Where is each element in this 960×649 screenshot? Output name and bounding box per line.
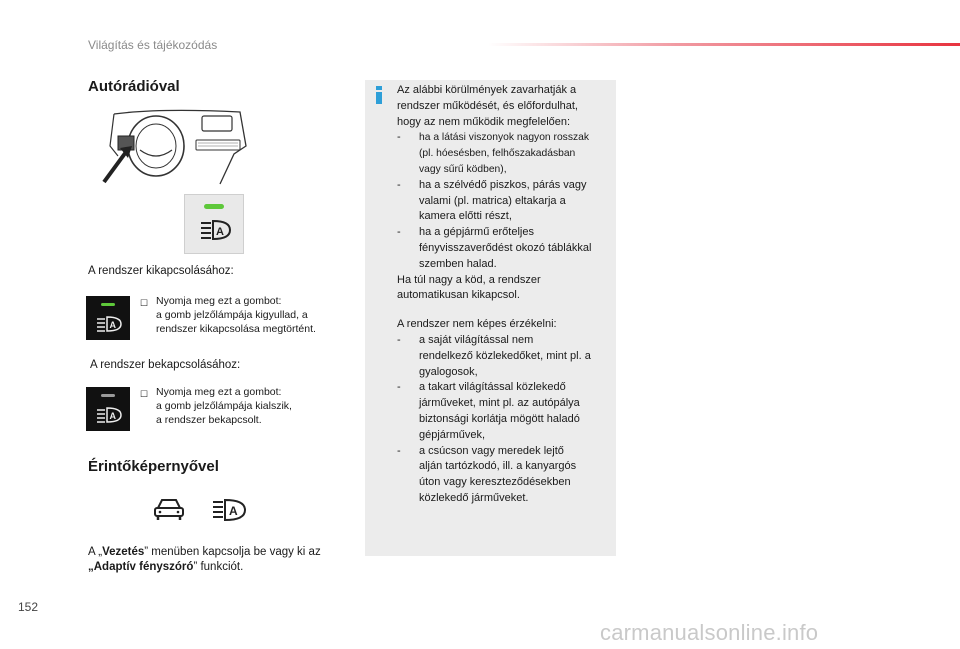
list-item: - ha a gépjármű erőteljes fényvisszaverődést okozó táblákkal szemben halad. (397, 226, 592, 270)
header-divider (488, 43, 960, 46)
adaptive-button-illustration (184, 194, 244, 254)
list-item: - a takart világítással közlekedő járműveket, mint pl. az autópálya biztonsági korlátja mögött haladó gépjárművek, (397, 381, 580, 441)
bullet-icon: ☐ (140, 389, 149, 399)
list-item: - ha a látási viszonyok nagyon rosszak (pl. hóesésben, felhőszakadásban vagy sűrű ködben), (397, 131, 589, 175)
button-led-on (101, 303, 115, 306)
detect-intro: A rendszer nem képes érzékelni: (397, 318, 557, 331)
adaptive-headlamp-icon (212, 498, 246, 522)
adaptive-headlamp-icon (96, 316, 122, 332)
info-icon (373, 86, 385, 104)
svg-text:A: A (229, 504, 238, 518)
car-icon (152, 496, 186, 522)
off-step: ☐ Nyomja meg ezt a gombot: a gomb jelzőlámpája kigyullad, a rendszer kikapcsolása megtörtént. (140, 295, 316, 335)
feature-name: Adaptív fényszóró (93, 561, 194, 573)
menu-name: Vezetés (102, 546, 145, 558)
watermark: carmanualsonline.info (600, 620, 819, 645)
on-step: ☐ Nyomja meg ezt a gombot: a gomb jelzőlámpája kialszik, a rendszer bekapcsolt. (140, 386, 292, 426)
list-item: - ha a szélvédő piszkos, párás vagy valami (pl. matrica) eltakarja a kamera előtti részt, (397, 178, 587, 223)
touchscreen-instruction: A „Vezetés” menüben kapcsolja be vagy ki az „Adaptív fényszóró” funkciót. (88, 546, 321, 573)
off-intro: A rendszer kikapcsolásához: (88, 265, 234, 277)
svg-text:A: A (109, 320, 116, 330)
page-number: 152 (18, 600, 39, 614)
button-letter: A (216, 226, 224, 238)
header-title: Világítás és tájékozódás (88, 38, 218, 52)
info-text: Az alábbi körülmények zavarhatják a rendszer működését, és előfordulhat, hogy az nem működik megfelelően: - ha a látási viszonyok nagyon rosszak (pl. hóesésben, felhőszakadásban vagy sűrű ködben), - ha a szélvédő piszkos, párás vagy valami (pl. matrica) eltakarja a kamera előtti részt, - ha a gépjármű erőteljes fényvisszaverődést okozó táblákkal szemben halad. Ha túl nagy a köd, a rendszer automatikusan kikapcsol. A rendszer nem képes érzékelni: - a saját világítással nem rendelkező közlekedőket, mint pl. a gyalogosok, - a takart világítással közlekedő járműveket, mint pl. az autópálya biztonsági korlátja mögött haladó gépjárművek, - a csúcson vagy meredek lejtő alján tartózkodó, ill. a kanyargós úton vagy kereszteződésekben közlekedő járműveket. (397, 83, 612, 507)
adaptive-headlamp-icon (199, 219, 231, 241)
on-intro: A rendszer bekapcsolásához: (90, 359, 241, 371)
bullet-icon: ☐ (140, 298, 149, 308)
button-led (204, 204, 224, 209)
list-item: - a csúcson vagy meredek lejtő alján tartózkodó, ill. a kanyargós úton vagy kereszteződésekben közlekedő járműveket. (397, 444, 577, 504)
list-item: - a saját világítással nem rendelkező közlekedőket, mint pl. a gyalogosok, (397, 333, 591, 378)
section-title-touchscreen: Érintőképernyővel (88, 458, 219, 475)
dashboard-illustration (100, 106, 248, 186)
section-title-radio: Autórádióval (88, 78, 180, 95)
on-button-illustration (86, 387, 130, 431)
adaptive-headlamp-icon (96, 407, 122, 423)
off-button-illustration (86, 296, 130, 340)
button-led-off (101, 394, 115, 397)
svg-text:A: A (109, 411, 116, 421)
